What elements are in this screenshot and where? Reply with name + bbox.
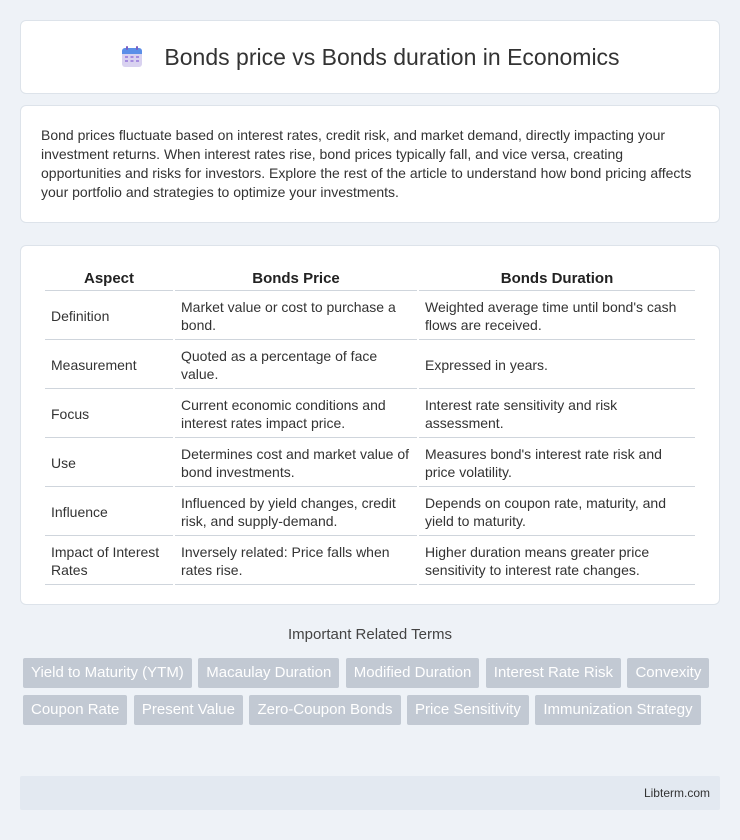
row-bonds-duration: Interest rate sensitivity and risk assessment. xyxy=(419,391,695,438)
footer xyxy=(20,776,720,810)
related-term-tag[interactable]: Interest Rate Risk xyxy=(486,658,621,688)
related-term-tag[interactable]: Present Value xyxy=(134,695,243,725)
row-aspect: Impact of Interest Rates xyxy=(45,538,173,585)
related-term-tag[interactable]: Zero-Coupon Bonds xyxy=(249,695,400,725)
related-term-tag[interactable]: Coupon Rate xyxy=(23,695,127,725)
column-header-bonds-duration: Bonds Duration xyxy=(419,268,695,291)
intro-card xyxy=(20,105,720,223)
intro-paragraph: Bond prices fluctuate based on interest rates, credit risk, and market demand, directly impacting your investment returns. When interest rates rise, bond prices typically fall, and vice versa, creating opportunities and risks for investors. Explore the rest of the article to understand how bond pricing affects your portfolio and strategies to optimize your investments. xyxy=(41,127,692,200)
comparison-table xyxy=(43,266,697,587)
table-row xyxy=(45,440,695,487)
table-row xyxy=(45,293,695,340)
table-header-row xyxy=(45,268,695,291)
row-aspect: Influence xyxy=(45,489,173,536)
column-header-bonds-price: Bonds Price xyxy=(175,268,417,291)
column-header-aspect: Aspect xyxy=(45,268,173,291)
table-row xyxy=(45,538,695,585)
page-title: Bonds price vs Bonds duration in Economics xyxy=(164,43,620,70)
related-terms-heading: Important Related Terms xyxy=(288,626,452,643)
related-terms-list xyxy=(23,658,723,732)
row-bonds-price: Inversely related: Price falls when rates rise. xyxy=(175,538,417,585)
calendar-icon xyxy=(120,45,144,69)
row-bonds-price: Quoted as a percentage of face value. xyxy=(175,342,417,389)
row-aspect: Focus xyxy=(45,391,173,438)
row-bonds-price: Current economic conditions and interest rates impact price. xyxy=(175,391,417,438)
row-bonds-duration: Depends on coupon rate, maturity, and yield to maturity. xyxy=(419,489,695,536)
row-bonds-duration: Higher duration means greater price sensitivity to interest rate changes. xyxy=(419,538,695,585)
row-bonds-price: Market value or cost to purchase a bond. xyxy=(175,293,417,340)
related-term-tag[interactable]: Convexity xyxy=(627,658,709,688)
title-card xyxy=(20,20,720,94)
comparison-table-card xyxy=(20,245,720,605)
row-bonds-duration: Measures bond's interest rate risk and price volatility. xyxy=(419,440,695,487)
related-term-tag[interactable]: Modified Duration xyxy=(346,658,480,688)
related-term-tag[interactable]: Immunization Strategy xyxy=(535,695,700,725)
row-bonds-price: Determines cost and market value of bond investments. xyxy=(175,440,417,487)
row-bonds-duration: Expressed in years. xyxy=(419,342,695,389)
row-bonds-duration: Weighted average time until bond's cash flows are received. xyxy=(419,293,695,340)
table-row xyxy=(45,342,695,389)
row-aspect: Measurement xyxy=(45,342,173,389)
related-term-tag[interactable]: Macaulay Duration xyxy=(198,658,339,688)
row-bonds-price: Influenced by yield changes, credit risk, and supply-demand. xyxy=(175,489,417,536)
footer-site-link[interactable]: Libterm.com xyxy=(643,786,710,800)
table-row xyxy=(45,489,695,536)
related-term-tag[interactable]: Price Sensitivity xyxy=(407,695,529,725)
related-term-tag[interactable]: Yield to Maturity (YTM) xyxy=(23,658,192,688)
row-aspect: Use xyxy=(45,440,173,487)
row-aspect: Definition xyxy=(45,293,173,340)
table-row xyxy=(45,391,695,438)
